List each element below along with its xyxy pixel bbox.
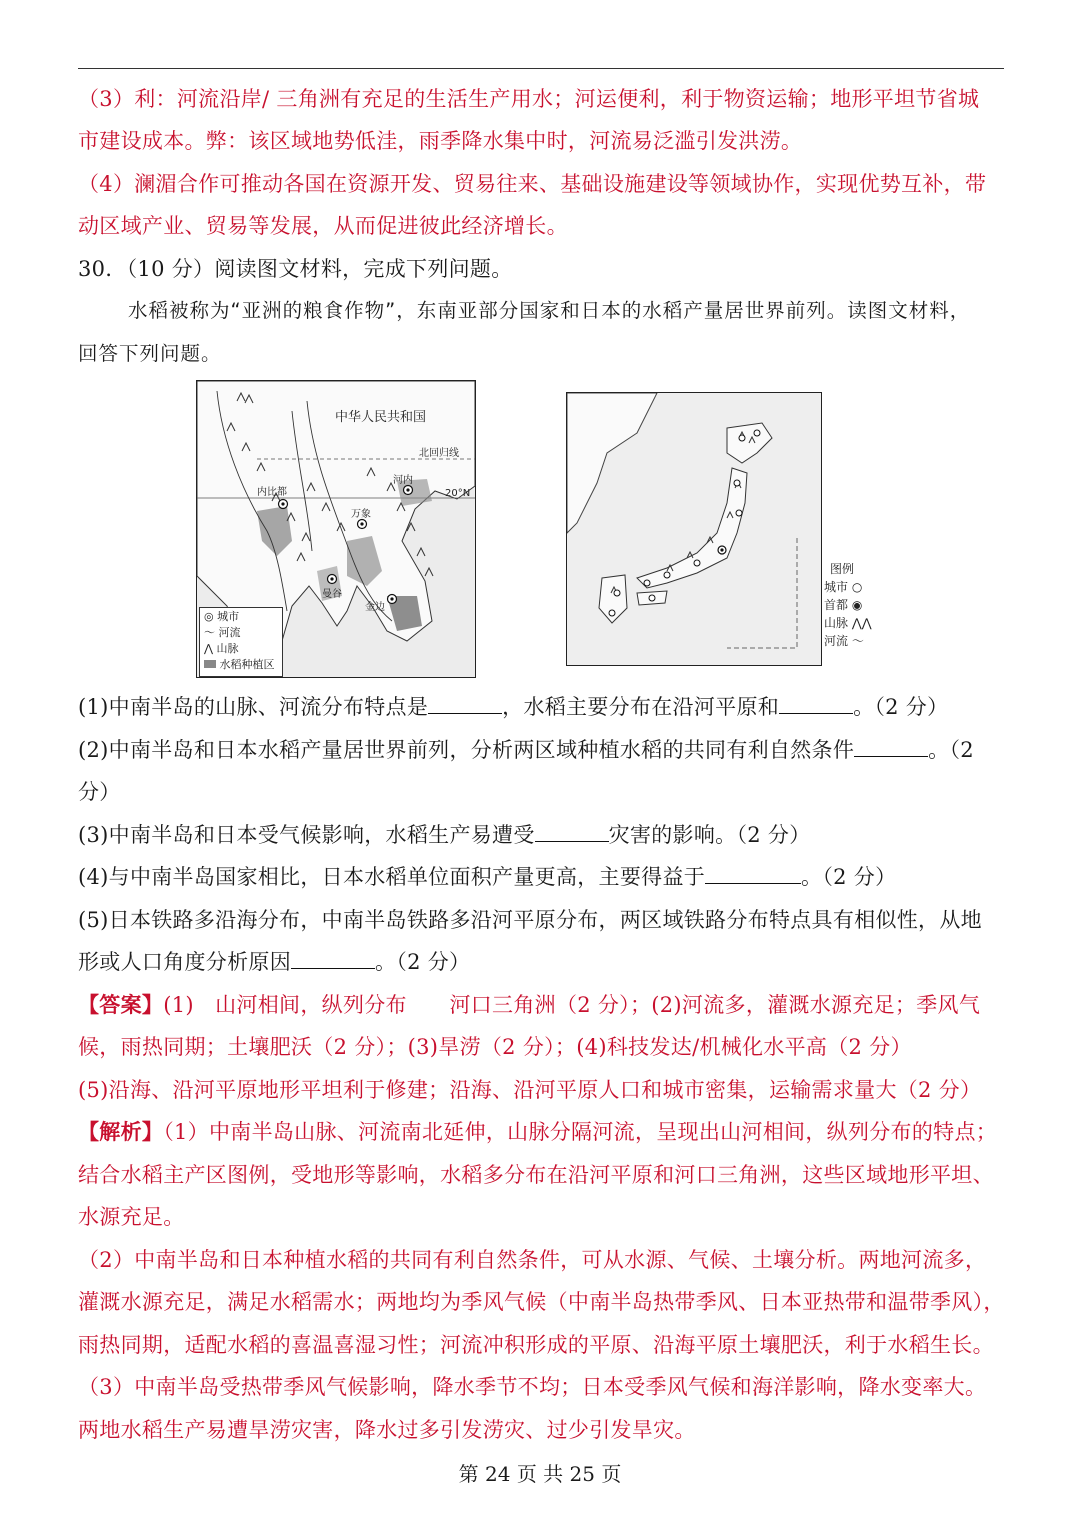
answer-line3: (5)沿海、沿河平原地形平坦利于修建；沿海、沿河平原人口和城市密集，运输需求量大（2 分） (78, 1078, 982, 1102)
question-2-text-b: 。（2 (928, 738, 974, 762)
indochina-map (196, 380, 476, 678)
city-icon: ◎ (204, 610, 214, 623)
question-3-text-a: (3)中南半岛和日本受气候影响，水稻生产易遭受 (78, 823, 535, 847)
legend-rice: 水稻种植区 (219, 658, 275, 671)
capital-icon: ◉ (851, 598, 863, 612)
analysis-p3-line2: 两地水稻生产易遭旱涝灾害，降水过多引发涝灾、过少引发旱灾。 (78, 1418, 696, 1442)
answer-tag: 【答案】 (78, 992, 164, 1017)
answer-prev-4-line1: （4）澜湄合作可推动各国在资源开发、贸易往来、基础设施建设等领域协作，实现优势互补，带 (78, 172, 987, 196)
analysis-tag: 【解析】 (78, 1119, 164, 1144)
answer-text-1: (1) 山河相间，纵列分布 河口三角洲（2 分）；(2)河流多，灌溉水源充足；季风气 (163, 993, 981, 1017)
answer-blank (535, 841, 609, 842)
question-intro-line2: 回答下列问题。 (78, 342, 222, 365)
japan-map-legend (824, 560, 894, 660)
question-5-text-b: 。（2 分） (375, 950, 471, 974)
question-1-text-a: (1)中南半岛的山脉、河流分布特点是 (78, 695, 429, 719)
analysis-text-1: （1）中南半岛山脉、河流南北延伸，山脉分隔河流，呈现出山河相间，纵列分布的特点； (163, 1120, 998, 1144)
question-heading: 30．（10 分）阅读图文材料，完成下列问题。 (78, 257, 513, 281)
analysis-p3-line1: （3）中南半岛受热带季风气候影响，降水季节不均；日本受季风气候和海洋影响，降水变率大。 (78, 1375, 987, 1399)
legend-title: 图例 (830, 562, 855, 576)
question-2-text-a: (2)中南半岛和日本水稻产量居世界前列，分析两区域种植水稻的共同有利自然条件 (78, 738, 855, 762)
question-1-text-b: ，水稻主要分布在沿河平原和 (502, 695, 780, 719)
legend-mountain: 山脉 (216, 642, 239, 655)
legend-river: 河流 (824, 634, 849, 648)
legend-river: 河流 (218, 626, 241, 639)
answer-line2: 候，雨热同期；土壤肥沃（2 分）；(3)旱涝（2 分）；(4)科技发达/机械化水平高（2 分） (78, 1035, 912, 1059)
city-naypyidaw: 内比都 (257, 487, 287, 498)
question-2 (78, 735, 1008, 765)
question-intro-line1: 水稻被称为“亚洲的粮食作物”，东南亚部分国家和日本的水稻产量居世界前列。读图文材料， (128, 299, 971, 322)
question-4 (78, 862, 1008, 892)
answer-blank (705, 883, 801, 884)
label-china: 中华人民共和国 (335, 410, 427, 425)
analysis-p2-line2: 灌溉水源充足，满足水稻需水；两地均为季风气候（中南半岛热带季风、日本亚热带和温带季风）， (78, 1290, 1005, 1314)
legend-capital: 首都 (824, 598, 849, 612)
mountain-icon: ⋀ (204, 642, 214, 655)
analysis-p2-line1: （2）中南半岛和日本种植水稻的共同有利自然条件，可从水源、气候、土壤分析。两地河流多， (78, 1248, 987, 1272)
question-5-line1: (5)日本铁路多沿海分布，中南半岛铁路多沿河平原分布，两区域铁路分布特点具有相似性，从地 (78, 908, 982, 932)
question-1 (78, 692, 1008, 722)
legend-city: 城市 (217, 610, 240, 623)
answer-blank (779, 713, 853, 714)
question-3 (78, 820, 1008, 850)
japan-map (566, 392, 822, 666)
question-4-text-a: (4)与中南半岛国家相比，日本水稻单位面积产量更高，主要得益于 (78, 865, 706, 889)
answer-blank (854, 756, 928, 757)
answer-line1 (78, 990, 1008, 1020)
answer-blank (291, 968, 375, 969)
label-20n: 20°N (445, 488, 471, 499)
answer-blank (428, 713, 502, 714)
mountain-icon: ⋀⋀ (851, 616, 872, 630)
rice-area-icon (204, 660, 216, 668)
question-3-text-b: 灾害的影响。（2 分） (608, 823, 811, 847)
analysis-p1-line1 (78, 1117, 1008, 1147)
analysis-p1-line3: 水源充足。 (78, 1205, 185, 1229)
question-5-line2 (78, 947, 1008, 977)
analysis-p2-line3: 雨热同期，适配水稻的喜温喜湿习性；河流冲积形成的平原、沿海平原土壤肥沃，利于水稻生长。 (78, 1333, 994, 1357)
left-map-legend (199, 607, 283, 677)
city-vientiane: 万象 (351, 509, 371, 520)
analysis-p1-line2: 结合水稻主产区图例，受地形等影响，水稻多分布在沿河平原和河口三角洲，这些区域地形平坦、 (78, 1163, 994, 1187)
header-rule (78, 68, 1004, 69)
legend-mountain: 山脉 (824, 616, 849, 630)
answer-prev-3-line2: 市建设成本。弊：该区域地势低洼，雨季降水集中时，河流易泛滥引发洪涝。 (78, 129, 803, 153)
label-tropic: 北回归线 (419, 448, 459, 459)
legend-city: 城市 (824, 580, 849, 594)
city-phnom-penh: 金边 (365, 602, 385, 613)
question-4-text-b: 。（2 分） (801, 865, 897, 889)
page-footer: 第 24 页 共 25 页 (458, 1462, 622, 1486)
answer-prev-4-line2: 动区域产业、贸易等发展，从而促进彼此经济增长。 (78, 214, 568, 238)
question-2-line2: 分） (78, 780, 121, 804)
city-hanoi: 河内 (393, 475, 413, 486)
river-icon: 〜 (851, 634, 864, 648)
answer-prev-3-line1: （3）利：河流沿岸/ 三角洲有充足的生活生产用水；河运便利，利于物资运输；地形平坦节省城 (78, 87, 980, 111)
city-icon: ○ (851, 580, 863, 594)
question-1-text-c: 。（2 分） (853, 695, 949, 719)
city-bangkok: 曼谷 (322, 589, 342, 600)
river-icon: 〜 (204, 626, 215, 639)
question-5-text-a: 形或人口角度分析原因 (78, 950, 291, 974)
